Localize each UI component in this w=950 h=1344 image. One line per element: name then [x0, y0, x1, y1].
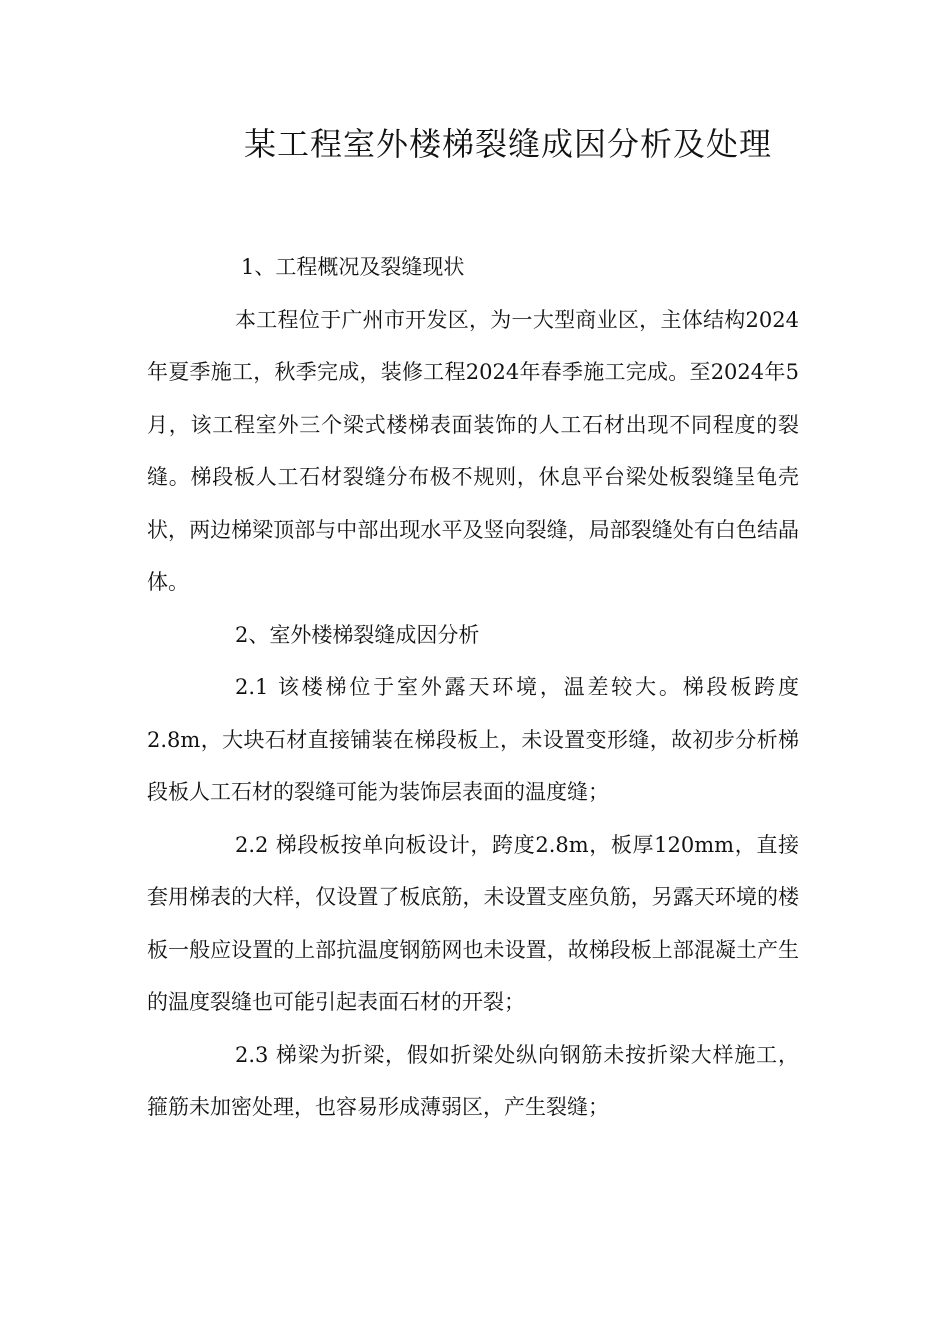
page-title: 某工程室外楼梯裂缝成因分析及处理	[243, 125, 772, 163]
document-body	[147, 241, 799, 1134]
section-1-paragraph: 本工程位于广州市开发区，为一大型商业区，主体结构2024年夏季施工，秋季完成，装修工程2024年春季施工完成。至2024年5月，该工程室外三个梁式楼梯表面装饰的人工石材出现不同程度的裂缝。梯段板人工石材裂缝分布极不规则，休息平台梁处板裂缝呈龟壳状，两边梯梁顶部与中部出现水平及竖向裂缝，局部裂缝处有白色结晶体。	[147, 307, 799, 594]
item-2-1-paragraph: 2.1 该楼梯位于室外露天环境，温差较大。梯段板跨度2.8m，大块石材直接铺装在梯段板上，未设置变形缝，故初步分析梯段板人工石材的裂缝可能为装饰层表面的温度缝；	[147, 675, 799, 804]
item-2-2-paragraph: 2.2 梯段板按单向板设计，跨度2.8m，板厚120mm，直接套用梯表的大样，仅设置了板底筋，未设置支座负筋，另露天环境的楼板一般应设置的上部抗温度钢筋网也未设置，故梯段板上部混凝土产生的温度裂缝也可能引起表面石材的开裂；	[147, 832, 799, 1014]
section-heading-2: 2、室外楼梯裂缝成因分析	[235, 622, 480, 647]
item-2-3-paragraph: 2.3 梯梁为折梁，假如折梁处纵向钢筋未按折梁大样施工，箍筋未加密处理，也容易形成薄弱区，产生裂缝；	[147, 1042, 799, 1119]
section-heading-1: 1、工程概况及裂缝现状	[241, 255, 465, 279]
